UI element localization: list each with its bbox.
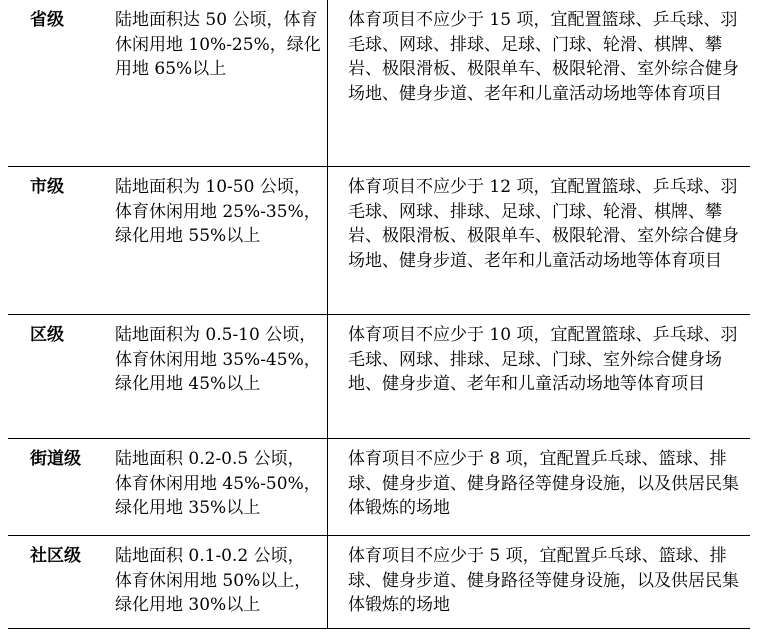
area-cell: 陆地面积为 0.5-10 公顷，体育休闲用地 35%-45%，绿化用地 45%以上 — [103, 315, 328, 438]
area-cell: 陆地面积 0.2-0.5 公顷，体育休闲用地 45%-50%，绿化用地 35%以上 — [103, 439, 328, 535]
level-cell: 社区级 — [30, 546, 81, 566]
level-cell: 省级 — [30, 10, 64, 30]
park-standards-table — [8, 0, 750, 629]
table-row-provincial — [8, 0, 750, 166]
facilities-cell: 体育项目不应少于 12 项，宜配置篮球、乒乓球、羽毛球、网球、排球、足球、门球、轮滑、棋牌、攀岩、极限滑板、极限单车、极限轮滑、室外综合健身场地、健身步道、老年和儿童活动场地等体育项目 — [348, 177, 739, 271]
facilities-cell: 体育项目不应少于 5 项，宜配置乒乓球、篮球、排球、健身步道、健身路径等健身设施，以及供居民集体锻炼的场地 — [348, 546, 739, 615]
area-cell: 陆地面积 0.1-0.2 公顷，体育休闲用地 50%以上，绿化用地 30%以上 — [103, 536, 328, 628]
facilities-cell: 体育项目不应少于 15 项，宜配置篮球、乒乓球、羽毛球、网球、排球、足球、门球、轮滑、棋牌、攀岩、极限滑板、极限单车、极限轮滑、室外综合健身场地、健身步道、老年和儿童活动场地等体育项目 — [348, 10, 739, 104]
level-cell: 市级 — [30, 177, 64, 197]
level-cell: 区级 — [30, 325, 64, 345]
facilities-cell: 体育项目不应少于 8 项，宜配置乒乓球、篮球、排球、健身步道、健身路径等健身设施，以及供居民集体锻炼的场地 — [348, 449, 739, 518]
table-row-municipal — [8, 166, 750, 314]
table-row-community — [8, 535, 750, 628]
area-cell: 陆地面积为 10-50 公顷，体育休闲用地 25%-35%，绿化用地 55%以上 — [103, 167, 328, 314]
level-cell: 街道级 — [30, 449, 81, 469]
area-cell: 陆地面积达 50 公顷，体育休闲用地 10%-25%，绿化用地 65%以上 — [103, 0, 328, 166]
facilities-cell: 体育项目不应少于 10 项，宜配置篮球、乒乓球、羽毛球、网球、排球、足球、门球、室外综合健身场地、健身步道、老年和儿童活动场地等体育项目 — [348, 325, 738, 394]
table-row-district — [8, 314, 750, 438]
table-row-subdistrict — [8, 438, 750, 535]
